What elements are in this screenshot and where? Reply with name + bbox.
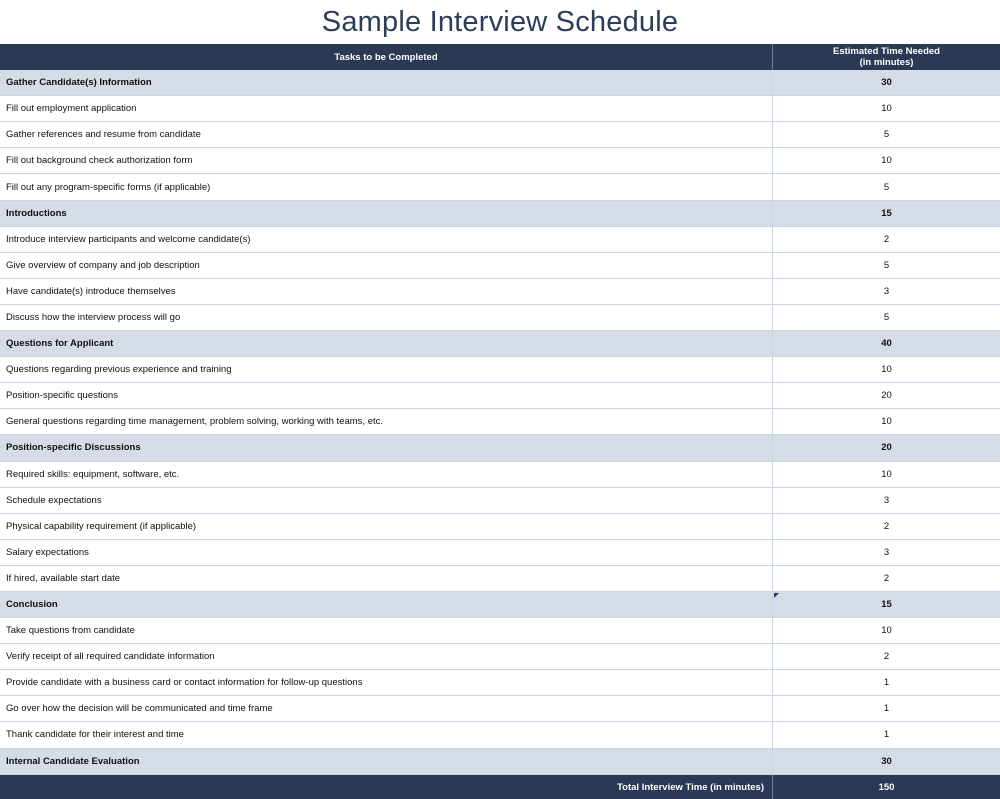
schedule-rows [0,70,1000,775]
section-row-time[interactable]: 15 [773,201,1000,227]
section-row-time[interactable]: 40 [773,331,1000,357]
table-footer [0,775,1000,799]
section-row-time[interactable]: 30 [773,70,1000,96]
table-row-time[interactable]: 10 [773,357,1000,383]
page-title: Sample Interview Schedule [321,5,679,38]
table-row-task[interactable]: Questions regarding previous experience and training [0,357,773,383]
table-row-task[interactable]: Go over how the decision will be communicated and time frame [0,696,773,722]
section-row-task[interactable]: Questions for Applicant [0,331,773,357]
section-row-task[interactable]: Introductions [0,201,773,227]
table-row-time[interactable]: 5 [773,253,1000,279]
table-row-task[interactable]: If hired, available start date [0,566,773,592]
schedule-table [0,44,1000,70]
table-row-task[interactable]: Physical capability requirement (if applicable) [0,514,773,540]
column-header-tasks: Tasks to be Completed [0,44,773,70]
table-row-task[interactable]: Take questions from candidate [0,618,773,644]
table-row-task[interactable]: Provide candidate with a business card or contact information for follow-up questions [0,670,773,696]
table-row-task[interactable]: Thank candidate for their interest and time [0,722,773,748]
table-row-task[interactable]: Schedule expectations [0,488,773,514]
section-row-task[interactable]: Conclusion [0,592,773,618]
table-row-time[interactable]: 1 [773,670,1000,696]
table-row-time[interactable]: 3 [773,279,1000,305]
table-row-task[interactable]: Position-specific questions [0,383,773,409]
table-row-time[interactable]: 3 [773,540,1000,566]
table-row-time[interactable]: 2 [773,514,1000,540]
table-row-task[interactable]: Fill out any program-specific forms (if applicable) [0,174,773,200]
column-header-time [773,44,1000,70]
table-row-task[interactable]: Have candidate(s) introduce themselves [0,279,773,305]
table-row-time[interactable]: 20 [773,383,1000,409]
table-row-task[interactable]: General questions regarding time management, problem solving, working with teams, etc. [0,409,773,435]
table-row-time[interactable]: 5 [773,174,1000,200]
cell-comment-marker [774,593,779,598]
column-header-time-line2: (in minutes) [859,57,914,69]
table-row-task[interactable]: Salary expectations [0,540,773,566]
table-row-time[interactable]: 5 [773,122,1000,148]
total-value: 150 [773,775,1000,799]
table-row-time[interactable]: 2 [773,566,1000,592]
table-row-time[interactable]: 10 [773,409,1000,435]
table-row-time[interactable]: 3 [773,488,1000,514]
table-row-task[interactable]: Give overview of company and job description [0,253,773,279]
table-row-time[interactable]: 5 [773,305,1000,331]
total-label: Total Interview Time (in minutes) [0,775,773,799]
table-row-task[interactable]: Fill out employment application [0,96,773,122]
table-row-time[interactable]: 2 [773,644,1000,670]
table-row-time[interactable]: 10 [773,462,1000,488]
table-row-task[interactable]: Verify receipt of all required candidate information [0,644,773,670]
table-row-time[interactable]: 10 [773,148,1000,174]
table-row-time[interactable]: 1 [773,722,1000,748]
section-row-time[interactable]: 30 [773,749,1000,775]
table-row-task[interactable]: Introduce interview participants and welcome candidate(s) [0,227,773,253]
table-row-task[interactable]: Required skills: equipment, software, etc. [0,462,773,488]
column-header-time-line1: Estimated Time Needed [832,46,940,58]
section-row-task[interactable]: Internal Candidate Evaluation [0,749,773,775]
table-row-time[interactable]: 10 [773,96,1000,122]
section-row-task[interactable]: Gather Candidate(s) Information [0,70,773,96]
table-row-time[interactable]: 2 [773,227,1000,253]
table-row-time[interactable]: 10 [773,618,1000,644]
section-row-task[interactable]: Position-specific Discussions [0,435,773,461]
section-row-time[interactable]: 20 [773,435,1000,461]
table-row-task[interactable]: Fill out background check authorization form [0,148,773,174]
table-row-time[interactable]: 1 [773,696,1000,722]
table-row-task[interactable]: Gather references and resume from candidate [0,122,773,148]
table-row-task[interactable]: Discuss how the interview process will go [0,305,773,331]
section-row-time[interactable]: 15 [773,592,1000,618]
